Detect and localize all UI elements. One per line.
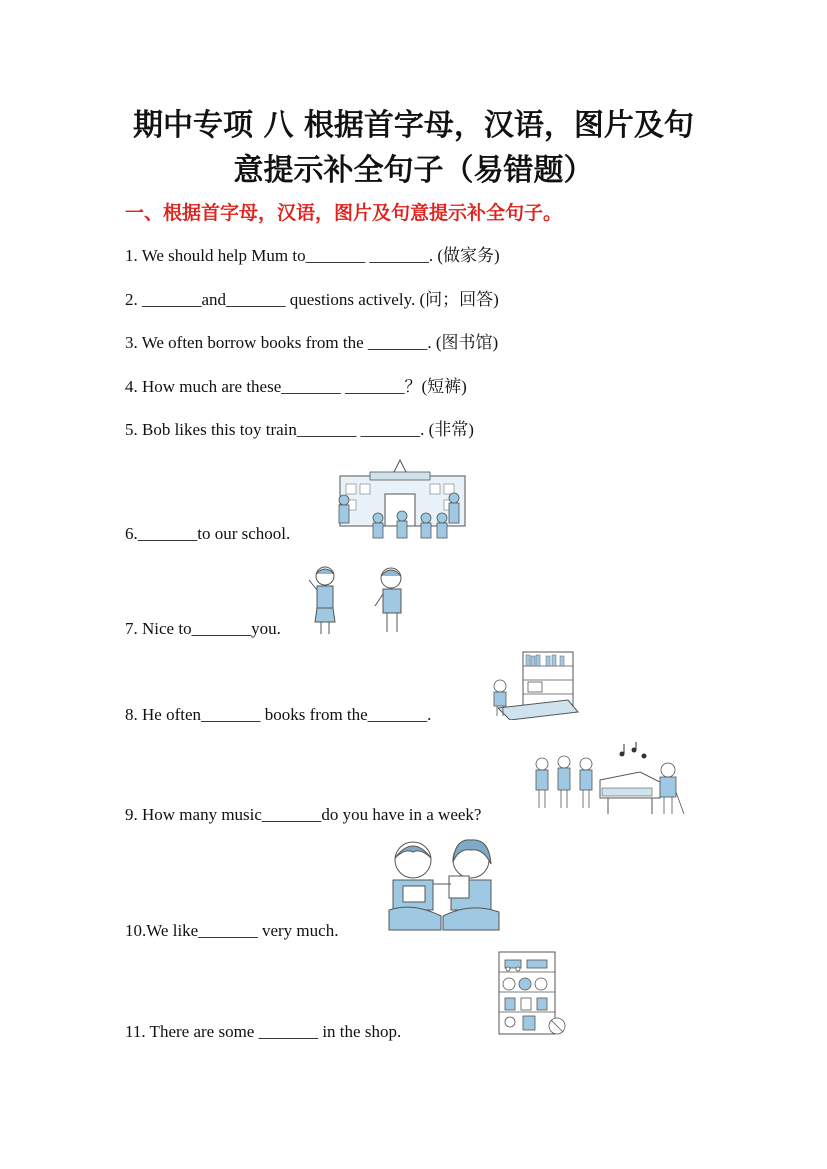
page-title-line-2: 意提示补全句子（易错题） [233,153,594,188]
question-1: 1. We should help Mum to_______ _______. (做家务) [125,246,500,265]
music-class-picture [530,742,688,818]
greeting-picture [305,566,405,636]
question-11: 11. There are some _______ in the shop. [125,1022,402,1041]
section-heading: 一、根据首字母，汉语，图片及句意提示补全句子。 [125,202,563,224]
question-4: 4. How much are these_______ _______？(短裤) [125,377,467,396]
question-7: 7. Nice to_______you. [125,619,281,638]
question-10: 10.We like_______ very much. [125,921,339,940]
question-2: 2. _______and_______ questions actively. (问；回答) [125,290,499,309]
library-picture [488,650,583,720]
question-5: 5. Bob likes this toy train_______ _______. (非常) [125,420,474,439]
page-title-line-1: 期中专项 八 根据首字母，汉语，图片及句 [133,108,694,143]
reading-picture [385,838,505,938]
question-3: 3. We often borrow books from the _______. (图书馆) [125,333,499,352]
question-6: 6._______to our school. [125,524,291,543]
question-9: 9. How many music_______do you have in a week? [125,805,482,824]
school-welcome-picture [330,458,475,540]
question-8: 8. He often_______ books from the_______. [125,705,432,724]
toy-shelf-picture [495,948,570,1038]
